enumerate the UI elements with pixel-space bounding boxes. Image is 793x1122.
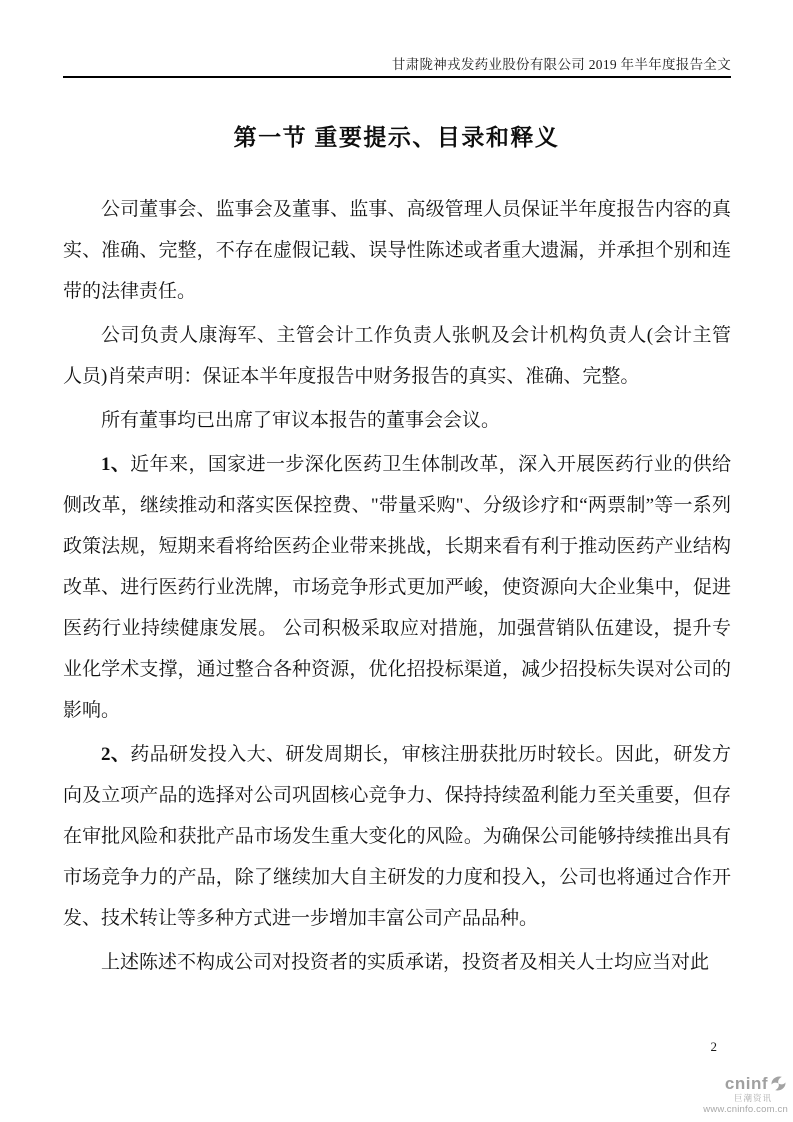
paragraph-text: 公司董事会、监事会及董事、监事、高级管理人员保证半年度报告内容的真实、准确、完整，不存在虚假记载、误导性陈述或者重大遗漏，并承担个别和连带的法律责任。: [63, 199, 731, 302]
paragraph: [63, 942, 731, 983]
cninfo-swirl-icon: [769, 1074, 788, 1093]
cninfo-logo-row: [668, 1074, 788, 1093]
paragraph-risk-item-1: [63, 444, 731, 731]
item-number: 2、: [101, 744, 131, 765]
cninfo-logo: [668, 1074, 788, 1114]
paragraph-text: 所有董事均已出席了审议本报告的董事会会议。: [101, 410, 501, 431]
paragraph-text: 近年来，国家进一步深化医药卫生体制改革，深入开展医药行业的供给侧改革，继续推动和落实医保控费、"带量采购"、分级诊疗和“两票制”等一系列政策法规，短期来看将给医药企业带来挑战，长期来看有利于推动医药产业结构改革、进行医药行业洗牌，市场竞争形式更加严峻，使资源向大企业集中，促进医药行业持续健康发展。 公司积极采取应对措施，加强营销队伍建设，提升专业化学术支撑，通过整合各种资源，优化招投标渠道，减少招投标失误对公司的影响。: [63, 454, 731, 721]
paragraph-text: 药品研发投入大、研发周期长，审核注册获批历时较长。因此，研发方向及立项产品的选择对公司巩固核心竞争力、保持持续盈利能力至关重要，但存在审批风险和获批产品市场发生重大变化的风险。为确保公司能够持续推出具有市场竞争力的产品，除了继续加大自主研发的力度和投入，公司也将通过合作开发、技术转让等多种方式进一步增加丰富公司产品品种。: [63, 744, 731, 929]
paragraph-text: 上述陈述不构成公司对投资者的实质承诺，投资者及相关人士均应当对此: [101, 952, 710, 973]
cninf-wordmark: cninf: [724, 1074, 768, 1093]
running-header: 甘肃陇神戎发药业股份有限公司 2019 年半年度报告全文: [391, 57, 731, 72]
body-content: [63, 189, 731, 986]
paragraph-text: 公司负责人康海军、主管会计工作负责人张帆及会计机构负责人(会计主管人员)肖荣声明：保证本半年度报告中财务报告的真实、准确、完整。: [63, 325, 731, 387]
paragraph-risk-item-2: [63, 734, 731, 939]
paragraph: [63, 315, 731, 397]
paragraph: [63, 189, 731, 312]
item-number: 1、: [101, 454, 131, 475]
page-number: 2: [710, 1039, 717, 1054]
cninfo-subtitle: 巨潮资讯: [733, 1093, 772, 1103]
section-title: 第一节 重要提示、目录和释义: [233, 125, 560, 150]
header-rule: [63, 76, 731, 78]
paragraph: [63, 400, 731, 441]
cninfo-url: www.cninfo.com.cn: [703, 1103, 788, 1115]
